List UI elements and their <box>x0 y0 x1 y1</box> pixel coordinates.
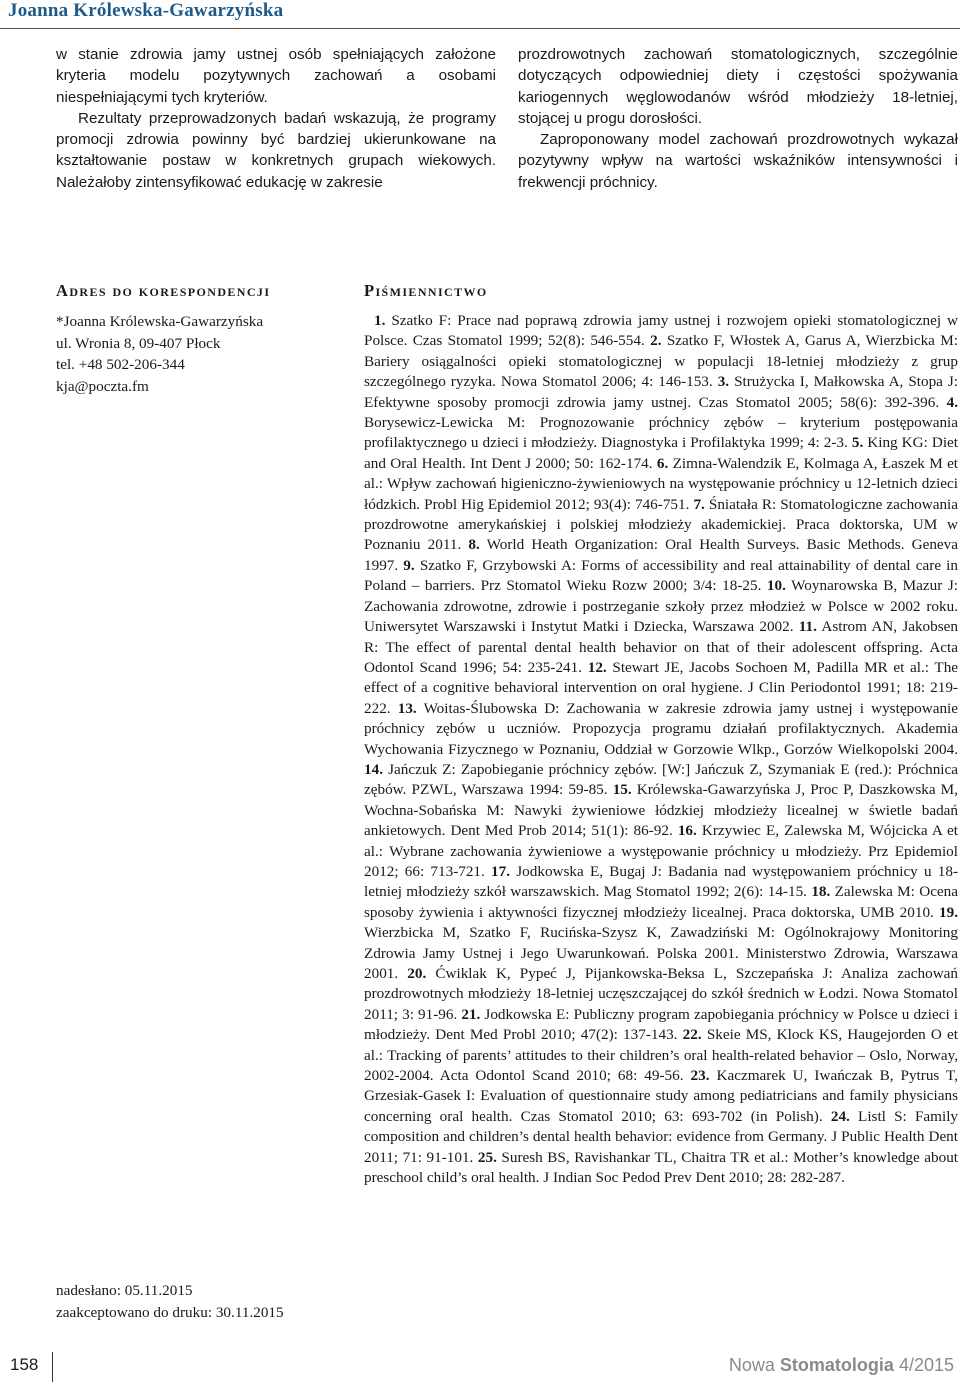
accepted-date: zaakceptowano do druku: 30.11.2015 <box>56 1303 284 1321</box>
reference-text: Listl S: Family composition and children’s dental health behavior: evidence from Germany. J Public Health Dent 2011; 71: 91-101. <box>364 1107 959 1166</box>
reference-number: 7. <box>693 495 705 513</box>
page-number-separator <box>52 1352 53 1382</box>
reference-text: Strużycka I, Małkowska A, Stopa J: Efektywne sposoby promocji zdrowia jamy ustnej. Czas Stomatol 2005; 58(6): 392-396. <box>364 373 959 411</box>
body-paragraph: Rezultaty przeprowadzonych badań wskazują, że programy promocji zdrowia powinny być bardziej ukierunkowane na kształtowanie postaw w konkretnych grupach wiekowych. Należałoby zintensyfikować edukację w zakresie <box>56 109 496 191</box>
reference-text: Woynarowska B, Mazur J: Zachowania zdrowotne, zdrowie i postrzeganie szkoły przez młodzież w Polsce w 2002 roku. Uniwersytet Warszawski i Instytut Matki i Dziecka, Warszawa 2002. <box>364 577 958 636</box>
reference-text: Jodkowska E: Publiczny program zapobiegania próchnicy w Polsce u dzieci i młodzieży. Dent Med Probl 2010; 47(2): 137-143. <box>364 1005 959 1044</box>
reference-text: Wierzbicka M, Szatko F, Rucińska-Szysz K, Zawadziński M: Ogólnokrajowy Monitoring Zdrowia Jamy Ustnej i Jego Uwarunkowań. Polska 2001. Ministerstwo Zdrowia, Warszawa 2001. <box>364 924 958 982</box>
header-rule <box>0 28 960 29</box>
reference-number: 21. <box>461 1005 481 1023</box>
reference-text: Suresh BS, Ravishankar TL, Chaitra TR et al.: Mother’s knowledge about preschool child’s oral health. J Indian Soc Pedod Prev Dent 2010; 28: 282-287. <box>364 1148 959 1187</box>
reference-text: Śniatała R: Stomatologiczne zachowania prozdrowotne amerykańskiej i polskiej młodzieży akademickiej. Praca doktorska, UM w Poznaniu 2011. <box>364 495 959 554</box>
article-dates <box>56 1280 284 1323</box>
reference-text: Królewska-Gawarzyńska J, Proc P, Daszkowska M, Wochna-Sobańska M: Nawyki żywieniowe łódzkiej młodzieży licealnej w świetle badań ankietowych. Dent Med Prob 2014; 51(1): 86-92. <box>364 781 958 840</box>
reference-number: 3. <box>717 373 730 391</box>
reference-number: 10. <box>766 577 786 595</box>
reference-number: 20. <box>407 965 427 982</box>
reference-number: 13. <box>397 699 417 717</box>
reference-number: 1. <box>374 312 386 329</box>
page-number: 158 <box>10 1355 39 1374</box>
reference-number: 17. <box>491 862 511 880</box>
reference-text: Stewart JE, Jacobs Sochoen M, Padilla MR et al.: The effect of a cognitive behavioral intervention on oral hygiene. J Clin Periodontol 1991; 18: 219-222. <box>364 658 959 717</box>
reference-number: 25. <box>477 1148 497 1166</box>
reference-number: 23. <box>690 1067 710 1085</box>
running-header-author: Joanna Królewska-Gawarzyńska <box>8 0 284 21</box>
reference-text: Jodkowska E, Bugaj J: Badania nad występowaniem próchnicy u 18-letniej młodzieży szkół warszawskich. Mag Stomatol 1992; 2(6): 14-15. <box>364 862 959 901</box>
body-paragraph: Zaproponowany model zachowań prozdrowotnych wykazał pozytywny wpływ na wartości wskaźników intensywności i frekwencji próchnicy. <box>518 131 958 191</box>
reference-text: Ćwiklak K, Pypeć J, Pijankowska-Beksa L, Szczepańska J: Analiza zachowań prozdrowotnych młodzieży 18-letniej uczęszczającej do szkół średnich w Łodzi. Nowa Stomatol 2011; 3: 91-96. <box>364 965 959 1023</box>
reference-number: 2. <box>650 332 662 350</box>
correspondence-street: ul. Wronia 8, 09-407 Płock <box>56 334 221 352</box>
reference-number: 11. <box>798 618 817 636</box>
reference-text: Jańczuk Z: Zapobieganie próchnicy zębów. [W:] Jańczuk Z, Szymaniak E (red.): Próchnica zębów. PZWL, Warszawa 1994: 59-85. <box>364 760 958 799</box>
reference-text: Skeie MS, Klock KS, Haugejorden O et al.: Tracking of parents’ attitudes to their children’s oral health-related behavior – Oslo, Norway, 2002-2004. Acta Odontol Scand 2010; 68: 49-56. <box>364 1026 959 1085</box>
journal-name-bold: Stomatologia <box>779 1355 894 1375</box>
journal-name-part: Nowa <box>728 1355 780 1375</box>
reference-text: Szatko F, Włostek A, Garus A, Wierzbicka M: Bariery osiągalności opieki stomatologicznej w populacji 18-letniej młodzieży z grup szczególnego ryzyka. Nowa Stomatol 2006; 4: 146-153. <box>364 332 958 391</box>
reference-text: Szatko F, Grzybowski A: Forms of accessibility and real attainability of dental care in Poland – barriers. Prz Stomatol Wieku Rozw 2000; 3/4: 18-25. <box>364 556 958 595</box>
reference-text: Zimna-Walendzik E, Kolmaga A, Łaszek M et al.: Wpływ zachowań higieniczno-żywieniowych na występowanie próchnicy u 12-letnich dzieci łódzkich. Probl Hig Epidemiol 2012; 93(4): 746-751. <box>364 454 959 513</box>
reference-number: 19. <box>939 903 958 921</box>
reference-text: Woitas-Ślubowska D: Zachowania w zakresie zdrowia jamy ustnej i występowanie próchnicy zębów u uczniów. Propozycja programu działań profilaktycznych. Akademia Wychowania Fizycznego w Poznaniu, Oddział w Gorzowie Wlkp., Gorzów Wielkopolski 2004. <box>364 699 959 758</box>
reference-number: 5. <box>851 434 864 452</box>
reference-number: 22. <box>682 1026 702 1044</box>
reference-number: 18. <box>811 883 831 901</box>
body-paragraph: prozdrowotnych zachowań stomatologicznych, szczególnie dotyczących odpowiedniej diety i częstości spożywania kariogennych węglowodanów wśród młodzieży 18-letniej, stojącej u progu dorosłości. <box>518 46 958 127</box>
body-paragraph: w stanie zdrowia jamy ustnej osób spełniających założone kryteria modelu pozytywnych zachowań a osobami niespełniającymi tych kryteriów. <box>56 46 496 106</box>
reference-number: 15. <box>612 781 632 799</box>
reference-number: 4. <box>946 393 959 411</box>
reference-text: World Heath Organization: Oral Health Surveys. Basic Methods. Geneva 1997. <box>364 536 958 574</box>
reference-number: 8. <box>468 536 480 554</box>
body-column-left <box>56 44 496 193</box>
references-heading: Piśmiennictwo <box>364 281 488 300</box>
reference-text: Zalewska M: Ocena sposoby żywienia i aktywności fizycznej młodzieży licealnej. Praca doktorska, UMB 2010. <box>364 883 959 921</box>
reference-number: 12. <box>587 658 607 676</box>
correspondence-name: *Joanna Królewska-Gawarzyńska <box>56 313 264 330</box>
reference-number: 9. <box>403 556 415 574</box>
reference-text: Astrom AN, Jakobsen R: The effect of parental dental health behavior on that of their adolescent offspring. Acta Odontol Scand 1996; 54: 235-241. <box>364 618 958 676</box>
reference-text: Krzywiec E, Zalewska M, Wójcicka A et al.: Wybrane zachowania żywieniowe a występowanie próchnicy u młodzieży. Prz Epidemiol 2012; 66: 713-721. <box>364 822 959 880</box>
reference-text: Kaczmarek U, Iwańczak B, Pytrus T, Grzesiak-Gasek I: Evaluation of questionnaire study among pediatricians and family physicians concerning oral health. Czas Stomatol 2010; 63: 693-702 (in Polish). <box>364 1067 959 1125</box>
reference-text: Borysewicz-Lewicka M: Prognozowanie próchnicy zębów – kryterium postępowania profilaktycznego u dzieci i młodzieży. Diagnostyka i Profilaktyka 1999; 4: 2-3. <box>364 414 958 452</box>
reference-number: 16. <box>677 822 697 840</box>
body-column-right <box>518 44 958 193</box>
reference-number: 6. <box>656 454 669 472</box>
correspondence-email: kja@poczta.fm <box>56 377 149 395</box>
reference-text: King KG: Diet and Oral Health. Int Dent J 2000; 50: 162-174. <box>364 434 958 472</box>
submitted-date: nadesłano: 05.11.2015 <box>56 1282 193 1299</box>
reference-number: 24. <box>830 1107 850 1125</box>
correspondence-heading: Adres do korespondencji <box>56 281 271 300</box>
correspondence-phone: tel. +48 502-206-344 <box>56 356 185 373</box>
journal-name <box>729 1355 954 1376</box>
references-list <box>364 311 958 1188</box>
correspondence-block <box>56 311 263 397</box>
reference-number: 14. <box>364 760 383 778</box>
reference-text: Szatko F: Prace nad poprawą zdrowia jamy ustnej i rozwojem opieki stomatologicznej w Polsce. Czas Stomatol 1999; 52(8): 546-554. <box>364 312 959 350</box>
journal-issue: 4/2015 <box>893 1355 954 1375</box>
